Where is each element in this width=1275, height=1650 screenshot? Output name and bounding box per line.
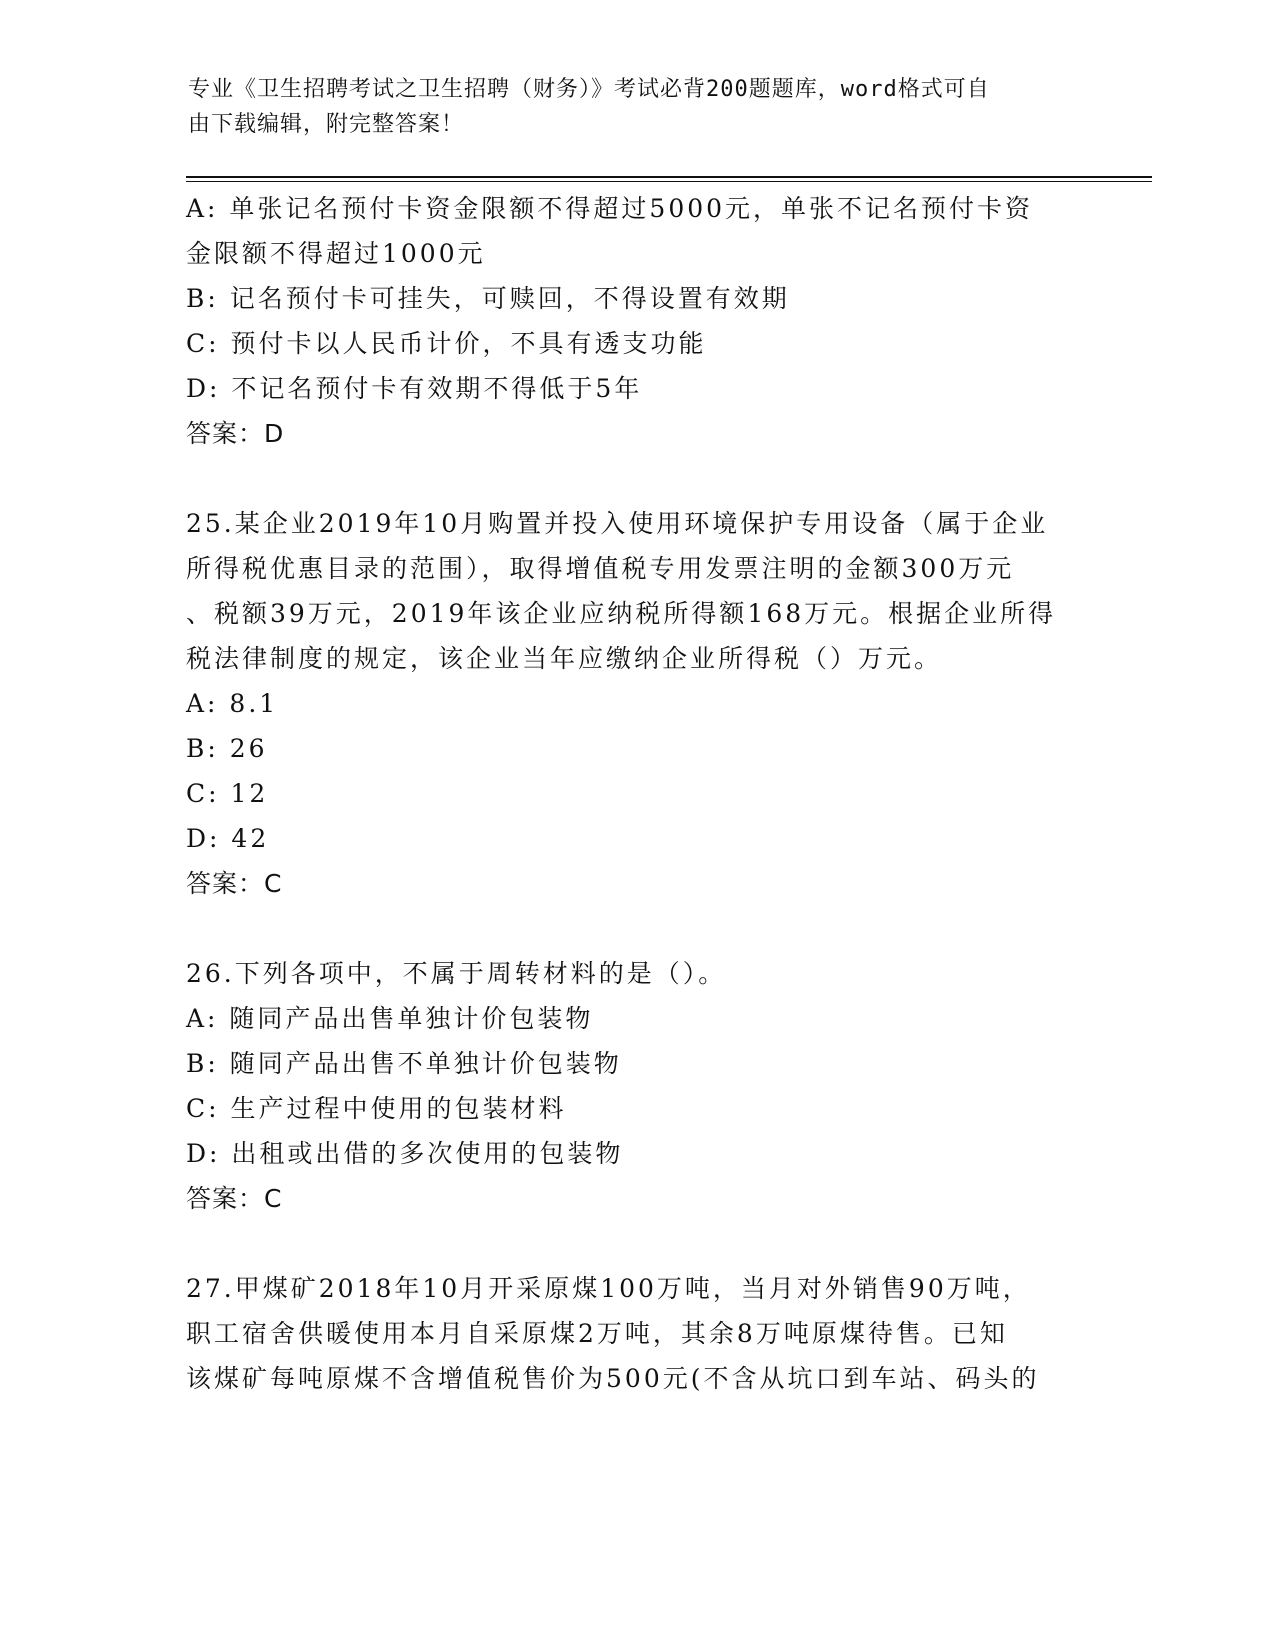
option-c: C: 生产过程中使用的包装材料 [186, 1094, 567, 1123]
question-text-line-3: 、税额39万元，2019年该企业应纳税所得额168万元。根据企业所得 [186, 599, 1057, 628]
header-line-1: 专业《卫生招聘考试之卫生招聘（财务）》考试必背200题题库，word格式可自 [188, 77, 990, 102]
option-b: B: 记名预付卡可挂失，可赎回，不得设置有效期 [186, 284, 790, 313]
question-text-line-1: 25.某企业2019年10月购置并投入使用环境保护专用设备（属于企业 [186, 509, 1049, 538]
option-c: C: 预付卡以人民币计价，不具有透支功能 [186, 329, 707, 358]
option-d: D: 出租或出借的多次使用的包装物 [186, 1139, 624, 1168]
spacer [186, 456, 1076, 501]
question-text-line-1: 27.甲煤矿2018年10月开采原煤100万吨，当月对外销售90万吨， [186, 1274, 1031, 1303]
question-27 [186, 1266, 1076, 1401]
option-a: A: 随同产品出售单独计价包装物 [186, 1004, 594, 1033]
option-b: B: 26 [186, 734, 268, 763]
option-d: D: 不记名预付卡有效期不得低于5年 [186, 374, 643, 403]
question-25 [186, 501, 1076, 906]
answer-label: 答案：C [186, 869, 283, 898]
header-divider-thin [186, 181, 1152, 182]
option-c: C: 12 [186, 779, 269, 808]
question-text-line-3: 该煤矿每吨原煤不含增值税售价为500元(不含从坑口到车站、码头的 [186, 1364, 1040, 1393]
question-text-line-4: 税法律制度的规定，该企业当年应缴纳企业所得税（）万元。 [186, 644, 943, 673]
spacer [186, 906, 1076, 951]
header-divider-thick [186, 176, 1152, 178]
answer-label: 答案：C [186, 1184, 283, 1213]
header-line-2: 由下载编辑，附完整答案！ [188, 112, 465, 137]
question-text-line-2: 职工宿舍供暖使用本月自采原煤2万吨，其余8万吨原煤待售。已知 [186, 1319, 1008, 1348]
answer-label: 答案：D [186, 419, 285, 448]
document-header [188, 72, 1068, 142]
spacer [186, 1221, 1076, 1266]
option-a: A: 8.1 [186, 689, 279, 718]
question-text-line-2: 所得税优惠目录的范围），取得增值税专用发票注明的金额300万元 [186, 554, 1015, 583]
option-a-line-2: 金限额不得超过1000元 [186, 239, 486, 268]
document-body [186, 186, 1076, 1401]
question-24-options [186, 186, 1076, 456]
option-d: D: 42 [186, 824, 270, 853]
question-text-line-1: 26.下列各项中，不属于周转材料的是（）。 [186, 959, 727, 988]
option-b: B: 随同产品出售不单独计价包装物 [186, 1049, 622, 1078]
question-26 [186, 951, 1076, 1221]
option-a-line-1: A: 单张记名预付卡资金限额不得超过5000元，单张不记名预付卡资 [186, 194, 1034, 223]
